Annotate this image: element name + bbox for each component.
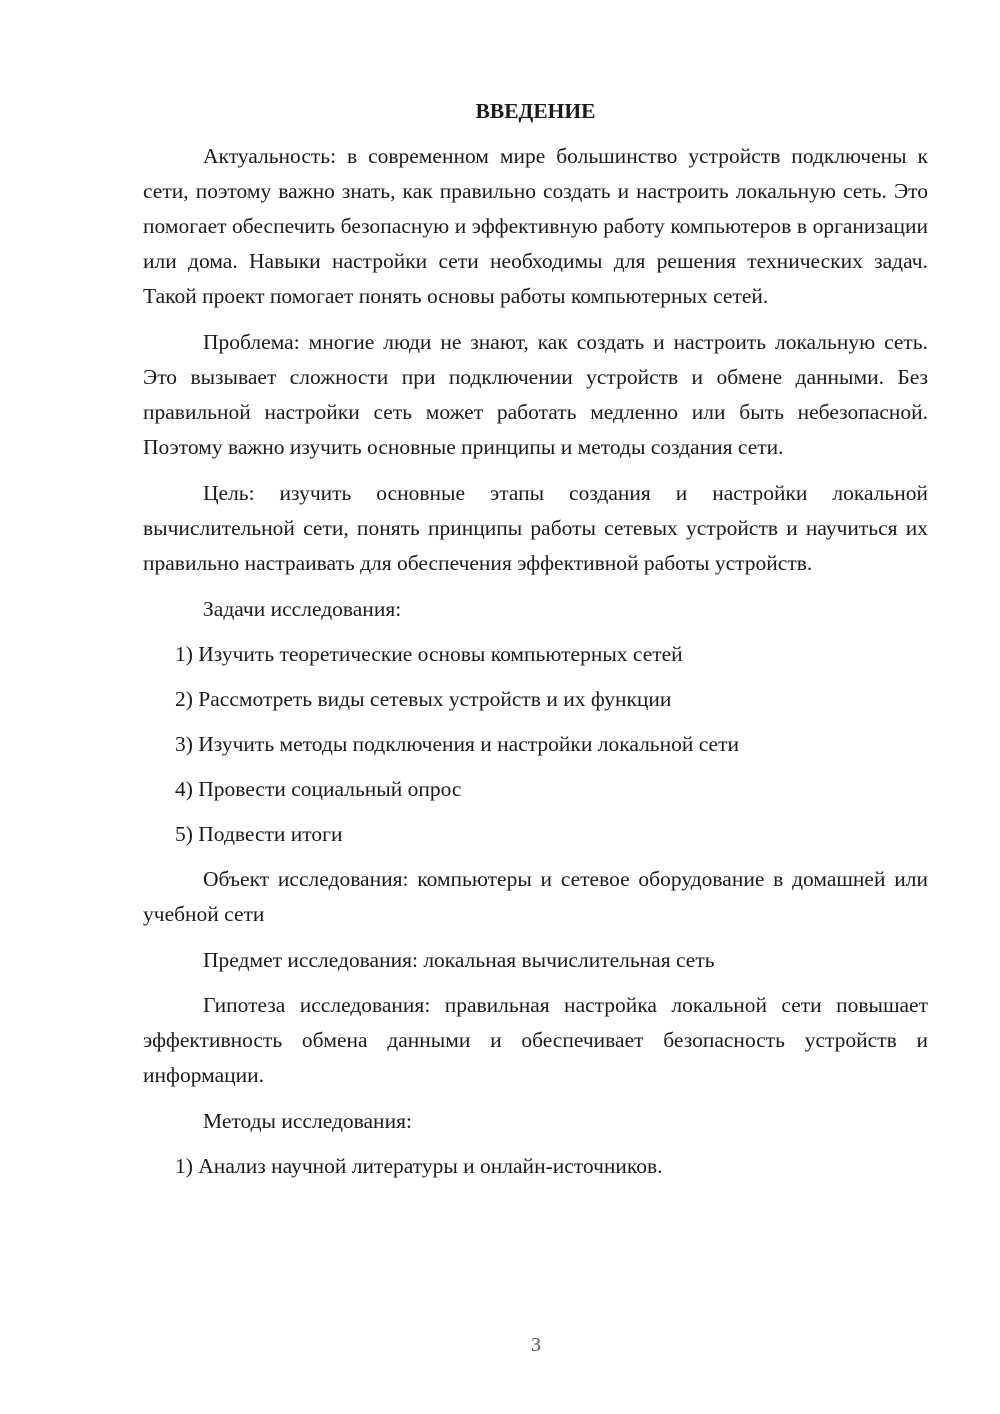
document-page — [143, 96, 928, 1194]
section-title: ВВЕДЕНИЕ — [475, 99, 596, 123]
object-paragraph: Объект исследования: компьютеры и сетевое оборудование в домашней или учебной сети — [143, 867, 928, 926]
subject-paragraph: Предмет исследования: локальная вычислительная сеть — [203, 948, 715, 972]
list-item: 5) Подвести итоги — [175, 822, 343, 846]
list-item: 2) Рассмотреть виды сетевых устройств и их функции — [175, 687, 672, 711]
list-item: 4) Провести социальный опрос — [175, 777, 462, 801]
hypothesis-paragraph: Гипотеза исследования: правильная настройка локальной сети повышает эффективность обмена данными и обеспечивает безопасность устройств и информации. — [143, 993, 928, 1087]
problem-paragraph: Проблема: многие люди не знают, как создать и настроить локальную сеть. Это вызывает сложности при подключении устройств и обмене данными. Без правильной настройки сеть может работать медленно или быть небезопасной. Поэтому важно изучить основные принципы и методы создания сети. — [143, 330, 928, 459]
list-item: 1) Анализ научной литературы и онлайн-источников. — [175, 1154, 663, 1178]
methods-heading: Методы исследования: — [203, 1109, 412, 1133]
page-number: 3 — [531, 1334, 541, 1356]
tasks-heading: Задачи исследования: — [203, 597, 402, 621]
list-item: 3) Изучить методы подключения и настройки локальной сети — [175, 732, 739, 756]
relevance-paragraph: Актуальность: в современном мире большинство устройств подключены к сети, поэтому важно знать, как правильно создать и настроить локальную сеть. Это помогает обеспечить безопасную и эффективную работу компьютеров в организации или дома. Навыки настройки сети необходимы для решения технических задач. Такой проект помогает понять основы работы компьютерных сетей. — [143, 144, 928, 308]
methods-list — [143, 1149, 928, 1184]
goal-paragraph: Цель: изучить основные этапы создания и настройки локальной вычислительной сети, понять принципы работы сетевых устройств и научиться их правильно настраивать для обеспечения эффективной работы устройств. — [143, 481, 928, 575]
list-item: 1) Изучить теоретические основы компьютерных сетей — [175, 642, 683, 666]
tasks-list — [143, 637, 928, 852]
